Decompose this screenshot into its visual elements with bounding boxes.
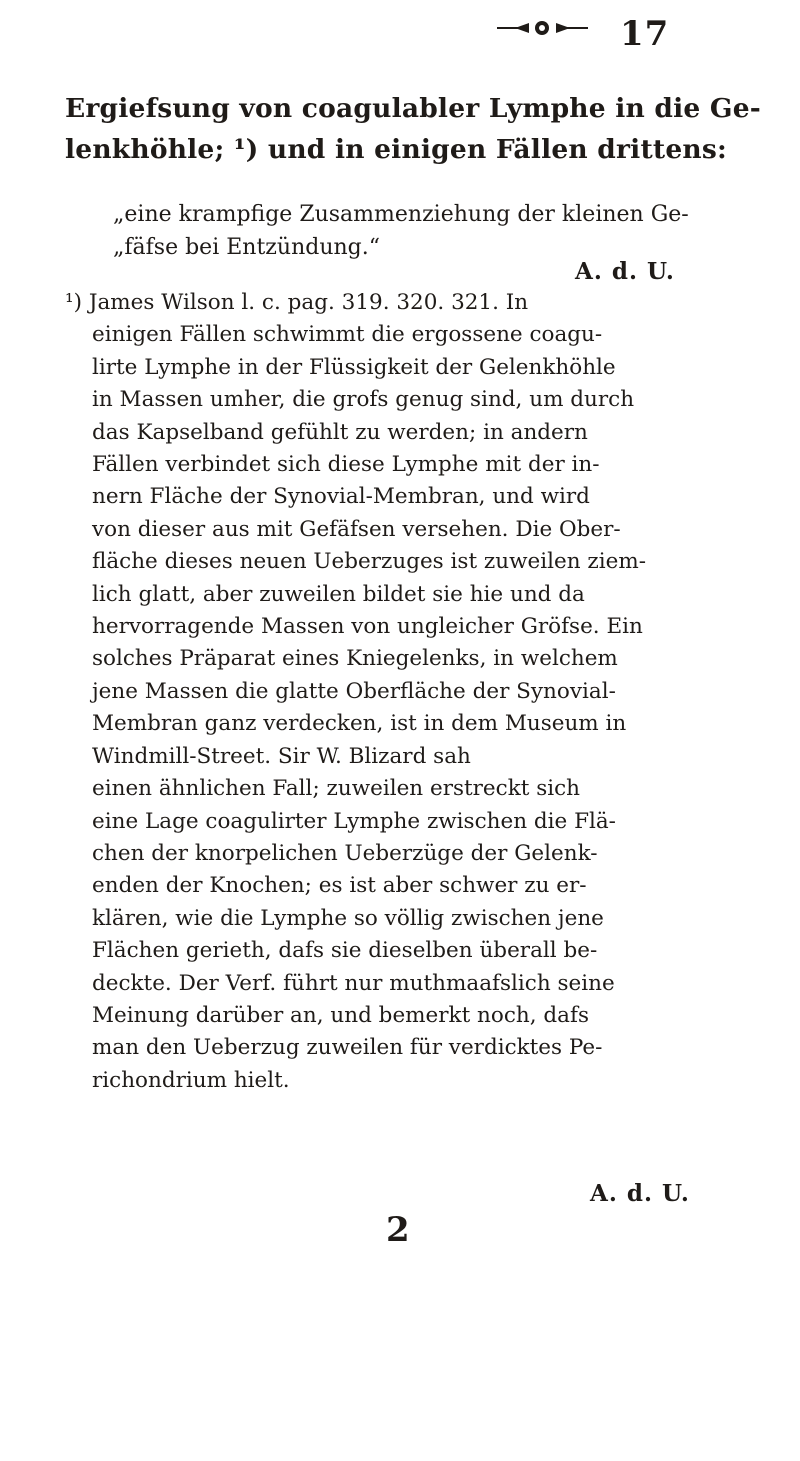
footnote: [65, 287, 765, 1097]
footnote-line: lich glatt, aber zuweilen bildet sie hie und da: [92, 581, 585, 607]
footnote-line: hervorragende Massen von ungleicher Gröfse. Ein: [92, 614, 643, 640]
footnote-signature: A. d. U.: [590, 1180, 690, 1207]
text-line: lenkhöhle; ¹) und in einigen Fällen drittens:: [65, 134, 727, 165]
quote-block: [113, 198, 763, 264]
quote-signature: A. d. U.: [575, 258, 675, 285]
footnote-line: Flächen gerieth, dafs sie dieselben überall be-: [92, 938, 598, 964]
footnote-line: nern Fläche der Synovial-Membran, und wird: [92, 484, 590, 510]
footnote-line: jene Massen die glatte Oberfläche der Synovial-: [92, 678, 616, 704]
footnote-line: das Kapselband gefühlt zu werden; in andern: [92, 419, 588, 445]
footnote-line: einen ähnlichen Fall; zuweilen erstreckt sich: [92, 776, 580, 802]
footnote-line: in Massen umher, die grofs genug sind, um durch: [92, 387, 635, 413]
footnote-line: Meinung darüber an, und bemerkt noch, dafs: [92, 1002, 589, 1028]
main-paragraph: [65, 88, 761, 170]
footnote-line: deckte. Der Verf. führt nur muthmaafslich seine: [92, 970, 615, 996]
footnote-line: richondrium hielt.: [92, 1067, 290, 1093]
footnote-line: Fällen verbindet sich diese Lymphe mit der in-: [92, 452, 600, 478]
footnote-line: ¹) James Wilson l. c. pag. 319. 320. 321. In: [65, 290, 529, 315]
footnote-line: von dieser aus mit Gefäfsen versehen. Die Ober-: [92, 516, 621, 542]
footnote-line: man den Ueberzug zuweilen für verdicktes Pe-: [92, 1035, 603, 1061]
footnote-line: klären, wie die Lymphe so völlig zwischen jene: [92, 905, 604, 931]
ornament-icon: [495, 16, 590, 40]
footnote-line: enden der Knochen; es ist aber schwer zu er-: [92, 873, 587, 899]
footnote-line: solches Präparat eines Kniegelenks, in welchem: [92, 646, 618, 672]
quote-line: „fäfse bei Entzündung.“: [113, 235, 380, 260]
printer-signature-mark: 2: [386, 1210, 410, 1250]
text-line: Ergiefsung von coagulabler Lymphe in die Ge-: [65, 93, 761, 124]
quote-line: „eine krampfige Zusammenziehung der kleinen Ge-: [113, 202, 689, 227]
footnote-line: einigen Fällen schwimmt die ergossene coagu-: [92, 322, 603, 348]
footnote-line: fläche dieses neuen Ueberzuges ist zuweilen ziem-: [92, 549, 646, 575]
footnote-line: chen der knorpelichen Ueberzüge der Gelenk-: [92, 840, 598, 866]
page-header: [0, 14, 800, 54]
footnote-line: eine Lage coagulirter Lymphe zwischen die Flä-: [92, 808, 616, 834]
footnote-line: Membran ganz verdecken, ist in dem Museum in: [92, 711, 627, 737]
footnote-line: lirte Lymphe in der Flüssigkeit der Gelenkhöhle: [92, 354, 616, 380]
footnote-line: Windmill-Street. Sir W. Blizard sah: [92, 743, 471, 769]
page-number: 17: [620, 14, 670, 54]
